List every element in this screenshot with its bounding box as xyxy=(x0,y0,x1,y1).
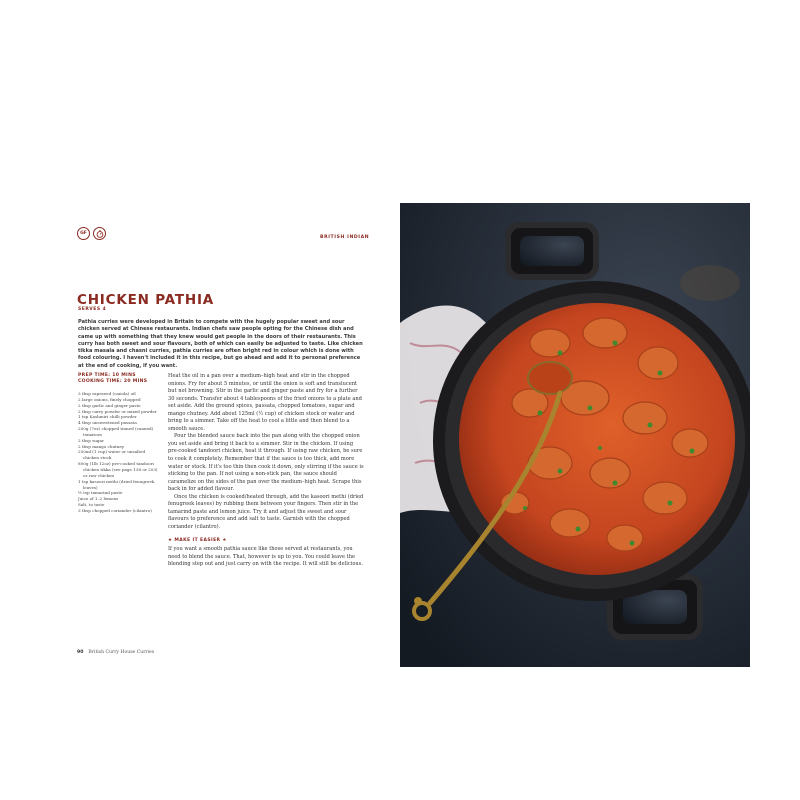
timer-icon xyxy=(93,227,106,240)
ingredient-item: 3 tbsp rapeseed (canola) oil xyxy=(78,391,136,396)
page-number: 90 xyxy=(77,650,84,655)
ingredient-item: Juice of 1–2 lemons xyxy=(78,496,119,502)
ingredient-item: 1 tsp kasoori methi (dried fenugreek leaves) xyxy=(78,478,155,490)
method-step: Heat the oil in a pan over a medium–high heat and stir in the chopped onions. Fry for about 5 minutes, or until the onion is soft and translucent but not browning. Stir in the garlic and ginger paste and fry for a further 30 seconds. Transfer about 4 tablespoons of the fried onions to a plate and set aside. Add the ground spices, passata, chopped tomatoes, sugar and mango chutney. Add about 125ml (½ cup) of chicken stock or water and bring to a simmer. Take off the heat to cool a little and then blend to a smooth sauce. xyxy=(168,373,362,432)
page-footer xyxy=(77,650,154,655)
prep-time: PREP TIME: 10 MINS xyxy=(78,373,136,378)
ingredient-item: ½ tsp tamarind paste xyxy=(78,490,123,496)
timing-block xyxy=(78,373,147,386)
method-text xyxy=(168,373,364,531)
ingredient-item: 4 tbsp unsweetened passata xyxy=(78,420,137,426)
running-head: BRITISH INDIAN xyxy=(320,235,370,240)
book-title: British Curry House Curries xyxy=(88,650,155,655)
cooking-time: COOKING TIME: 20 MINS xyxy=(78,379,148,385)
ingredient-item: 2 tbsp curry powder or mixed powder xyxy=(78,408,157,414)
gluten-free-icon: GF xyxy=(77,227,90,240)
diet-icons xyxy=(77,227,106,240)
spoon-bowl xyxy=(528,362,572,394)
ingredient-list xyxy=(78,391,160,514)
ingredient-item: Salt, to taste xyxy=(78,502,105,508)
left-page xyxy=(50,203,400,667)
curry-photo xyxy=(400,203,750,667)
curry-pan-illustration xyxy=(400,203,750,667)
ingredient-item: 2 large onions, finely chopped xyxy=(78,396,141,402)
ingredient-item: 1 tsp Kashmiri chilli powder xyxy=(78,414,137,420)
tip-heading: ★ MAKE IT EASIER ★ xyxy=(168,538,227,543)
ingredient-item: 800g (1lb 12oz) pre-cooked tandoori chicken tikka (see page 138 or 203) or raw chicken xyxy=(78,461,158,478)
recipe-intro: Pathia curries were developed in Britain to compete with the hugely popular sweet and sour chicken served at Chinese restaurants. Indian chefs saw people opting for the Chinese dish and came up with something that they knew would get people in the doors of their restaurants. This curry has both sweet and sour flavours, both of which can easily be adjusted to taste. Like chicken tikka masala and chasni curries, pathia curries are often bright red in colour which is done with food colouring. I haven't included it in this recipe, but go ahead and add it to personal preference at the end of cooking, if you want. xyxy=(78,319,363,369)
ingredient-item: 2 tbsp sugar xyxy=(78,437,104,443)
serves-label: SERVES 4 xyxy=(78,307,107,312)
ingredient-item: 2 tbsp garlic and ginger paste xyxy=(78,402,141,408)
ingredient-item: 250ml (1 cup) water or unsalted chicken stock xyxy=(78,449,146,461)
recipe-title: CHICKEN PATHIA xyxy=(77,292,215,308)
ingredient-item: 200g (7oz) chopped tinned (canned) tomatoes xyxy=(78,426,154,437)
ingredient-item: 2 tbsp mango chutney xyxy=(78,443,125,449)
method-step: Once the chicken is cooked/heated through, add the kasoori methi (dried fenugreek leaves) by rubbing them between your fingers. Then stir in the tamarind paste and lemon juice. Try it and adjust the sweet and sour flavours to preference and add salt to taste. Garnish with the chopped coriander (cilantro). xyxy=(168,493,364,530)
method-step: Pour the blended sauce back into the pan along with the chopped onion you set aside and bring it back to a simmer. Stir in the chicken. If using pre-cooked tandoori chicken, heat it through. If using raw chicken, be sure to cook it completely. Remember that if the sauce is too thick, add more water or stock. If it's too thin then cook it down, only stirring if the sauce is sticking to the pan. If not using a non-stick pan, the sauce should caramelize on the sides of the pan over the medium–high heat. Scrape this back in for added flavour. xyxy=(168,433,364,493)
ingredient-item: 3 tbsp chopped coriander (cilantro) xyxy=(78,507,152,513)
tip-body: If you want a smooth pathia sauce like those served at restaurants, you need to blend the sauce. That, however is up to you. You could leave the blending step out and just carry on with the recipe. It will still be delicious. xyxy=(168,546,363,568)
